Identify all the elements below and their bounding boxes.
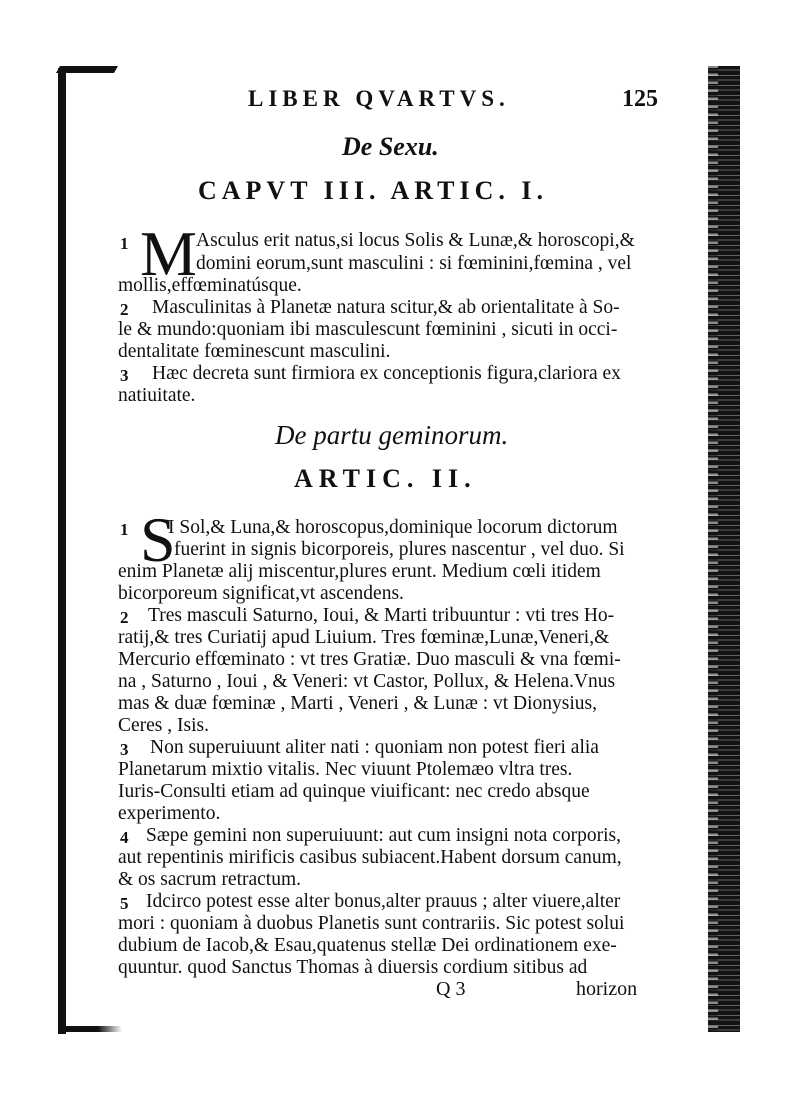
page-left-border bbox=[58, 68, 66, 1034]
text-line: Ceres , Isis. bbox=[118, 715, 209, 736]
book-spine-edge bbox=[708, 66, 740, 1032]
running-head: LIBER QVARTVS. bbox=[248, 86, 510, 111]
dropcap-s: S bbox=[140, 504, 176, 575]
text-line: mori : quoniam à duobus Planetis sunt contrariis. Sic potest solui bbox=[118, 913, 625, 934]
text-line: na , Saturno , Ioui , & Veneri: vt Castor, Pollux, & Helena.Vnus bbox=[118, 671, 616, 692]
paragraph-number: 3 bbox=[120, 740, 129, 759]
text-line: bicorporeum significat,vt ascendens. bbox=[118, 583, 404, 604]
dropcap-m: M bbox=[140, 218, 197, 289]
text-line: mas & duæ fœminæ , Marti , Veneri , & Lunæ : vt Dionysius, bbox=[118, 693, 598, 714]
text-line: domini eorum,sunt masculini : si fœminini,fœmina , vel bbox=[196, 253, 632, 274]
text-line: natiuitate. bbox=[118, 385, 196, 406]
section-title-de-sexu: De Sexu. bbox=[342, 132, 439, 161]
paragraph-number: 3 bbox=[120, 366, 129, 385]
text-line: dentalitate fœminescunt masculini. bbox=[118, 341, 391, 362]
text-line: le & mundo:quoniam ibi masculescunt fœminini , sicuti in occi- bbox=[118, 319, 618, 340]
text-line: Idcirco potest esse alter bonus,alter prauus ; alter viuere,alter bbox=[146, 891, 621, 912]
page-bottom-border bbox=[62, 1026, 122, 1032]
signature-mark: Q 3 bbox=[436, 978, 466, 1000]
text-line: Asculus erit natus,si locus Solis & Lunæ,& horoscopi,& bbox=[196, 230, 635, 251]
text-line: dubium de Iacob,& Esau,quatenus stellæ Dei ordinationem exe- bbox=[118, 935, 617, 956]
paragraph-number: 2 bbox=[120, 300, 129, 319]
text-line: I Sol,& Luna,& horoscopus,dominique locorum dictorum bbox=[168, 517, 618, 538]
text-line: Non superuiuunt aliter nati : quoniam non potest fieri alia bbox=[150, 737, 599, 758]
section-title-de-partu-geminorum: De partu geminorum. bbox=[275, 420, 509, 450]
text-line: Sæpe gemini non superuiuunt: aut cum insigni nota corporis, bbox=[146, 825, 621, 846]
text-line: Mercurio effœminato : vt tres Gratiæ. Duo masculi & vna fœmi- bbox=[118, 649, 621, 670]
text-line: & os sacrum retractum. bbox=[118, 869, 302, 890]
paragraph-number: 4 bbox=[120, 828, 129, 847]
text-line: Iuris-Consulti etiam ad quinque viuificant: nec credo absque bbox=[118, 781, 590, 802]
article-heading: ARTIC. II. bbox=[294, 464, 477, 493]
paragraph-number: 1 bbox=[120, 234, 129, 253]
chapter-heading: CAPVT III. ARTIC. I. bbox=[198, 176, 548, 205]
text-line: Planetarum mixtio vitalis. Nec viuunt Ptolemæo vltra tres. bbox=[118, 759, 573, 780]
paragraph-number: 1 bbox=[120, 520, 129, 539]
text-line: quuntur. quod Sanctus Thomas à diuersis cordium sitibus ad bbox=[118, 957, 588, 978]
text-line: fuerint in signis bicorporeis, plures nascentur , vel duo. Si bbox=[174, 539, 625, 560]
text-line: enim Planetæ alij miscentur,plures erunt. Medium cœli itidem bbox=[118, 561, 601, 582]
page-number: 125 bbox=[622, 86, 658, 112]
text-line: ratij,& tres Curiatij apud Liuium. Tres fœminæ,Lunæ,Veneri,& bbox=[118, 627, 610, 648]
text-line: aut repentinis mirificis casibus subiacent.Habent dorsum canum, bbox=[118, 847, 622, 868]
paragraph-number: 2 bbox=[120, 608, 129, 627]
page-top-border bbox=[56, 66, 118, 73]
text-line: Masculinitas à Planetæ natura scitur,& ab orientalitate à So- bbox=[152, 297, 620, 318]
text-line: Tres masculi Saturno, Ioui, & Marti tribuuntur : vti tres Ho- bbox=[148, 605, 615, 626]
text-line: Hæc decreta sunt firmiora ex conceptionis figura,clariora ex bbox=[152, 363, 621, 384]
paragraph-number: 5 bbox=[120, 894, 129, 913]
text-line: mollis,effœminatúsque. bbox=[118, 275, 302, 296]
text-line: experimento. bbox=[118, 803, 221, 824]
catchword: horizon bbox=[576, 978, 638, 1000]
